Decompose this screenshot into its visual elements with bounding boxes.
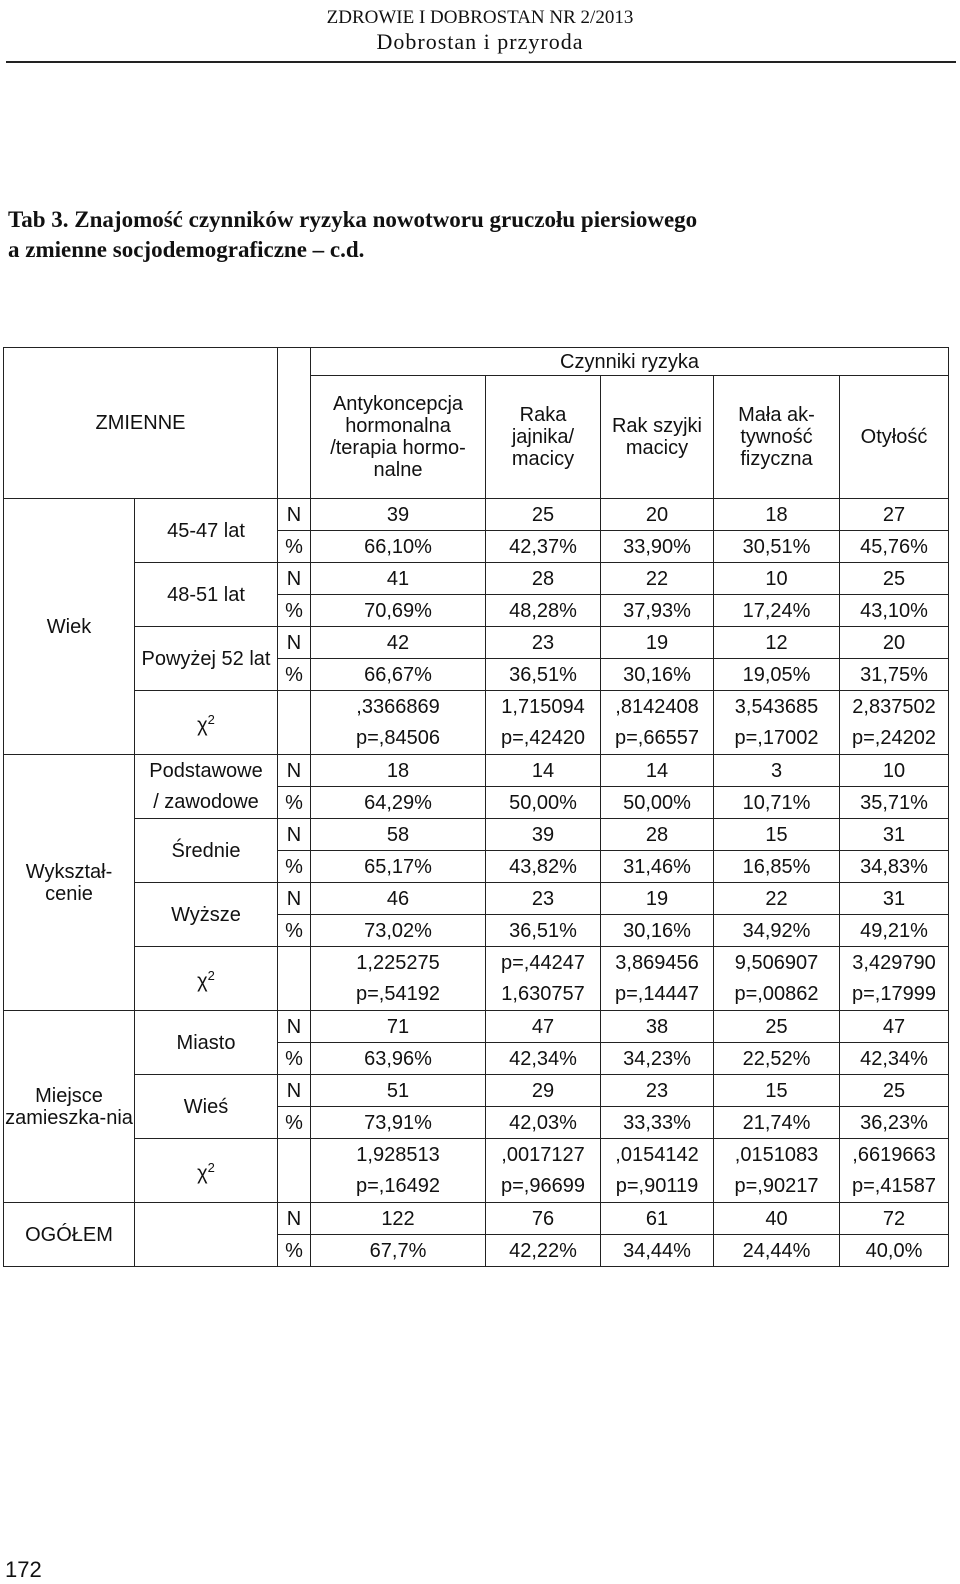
chi-square-label — [135, 947, 278, 1011]
chi-square-label — [135, 1139, 278, 1203]
data-cell: 61 — [601, 1203, 714, 1235]
p-value: p=,96699 — [486, 1171, 601, 1203]
pct-marker: % — [278, 787, 311, 819]
data-cell: 33,33% — [601, 1107, 714, 1139]
data-cell: 19,05% — [714, 659, 840, 691]
p-value: p=,90217 — [714, 1171, 840, 1203]
data-cell: 34,92% — [714, 915, 840, 947]
chi-superscript: 2 — [207, 711, 215, 727]
variables-header: ZMIENNE — [4, 348, 278, 499]
data-cell: 42,22% — [486, 1235, 601, 1267]
p-value: p=,24202 — [840, 723, 949, 755]
chi-row — [4, 691, 949, 723]
group-label-total: OGÓŁEM — [4, 1203, 135, 1267]
data-cell: 47 — [486, 1011, 601, 1043]
data-cell: 28 — [486, 563, 601, 595]
data-cell: 36,23% — [840, 1107, 949, 1139]
p-value: p=,90119 — [601, 1171, 714, 1203]
n-marker: N — [278, 1075, 311, 1107]
p-value: p=,17999 — [840, 979, 949, 1011]
table-row — [4, 819, 949, 851]
data-cell: 76 — [486, 1203, 601, 1235]
data-cell: 73,02% — [311, 915, 486, 947]
running-header — [300, 6, 660, 55]
data-cell: 66,10% — [311, 531, 486, 563]
data-cell: 22,52% — [714, 1043, 840, 1075]
group-label-education: Wykształ-cenie — [4, 755, 135, 1011]
data-cell: 30,16% — [601, 915, 714, 947]
data-cell: 65,17% — [311, 851, 486, 883]
chi-value: p=,44247 — [486, 947, 601, 979]
data-cell: 40,0% — [840, 1235, 949, 1267]
col-header-obesity: Otyłość — [840, 376, 949, 499]
data-cell: 21,74% — [714, 1107, 840, 1139]
data-cell: 12 — [714, 627, 840, 659]
chi-value: 1,928513 — [311, 1139, 486, 1171]
chi-value: 3,429790 — [840, 947, 949, 979]
data-cell: 14 — [601, 755, 714, 787]
data-cell: 66,67% — [311, 659, 486, 691]
chi-value: ,0017127 — [486, 1139, 601, 1171]
data-cell: 35,71% — [840, 787, 949, 819]
chi-blank-cell — [278, 1139, 311, 1203]
chi-blank-cell — [278, 947, 311, 1011]
total-row — [4, 1203, 949, 1235]
data-cell: 18 — [311, 755, 486, 787]
data-cell: 25 — [840, 1075, 949, 1107]
pct-marker: % — [278, 1043, 311, 1075]
data-cell: 36,51% — [486, 659, 601, 691]
caption-line-2: a zmienne socjodemograficzne – c.d. — [8, 237, 365, 262]
chi-value: ,3366869 — [311, 691, 486, 723]
data-cell: 50,00% — [486, 787, 601, 819]
chi-value: ,0151083 — [714, 1139, 840, 1171]
table-row — [4, 627, 949, 659]
p-value: p=,66557 — [601, 723, 714, 755]
data-cell: 30,51% — [714, 531, 840, 563]
data-cell: 43,82% — [486, 851, 601, 883]
data-cell: 19 — [601, 883, 714, 915]
data-cell: 19 — [601, 627, 714, 659]
p-value: p=,42420 — [486, 723, 601, 755]
p-value: 1,630757 — [486, 979, 601, 1011]
chi-value: 1,225275 — [311, 947, 486, 979]
data-cell: 17,24% — [714, 595, 840, 627]
chi-square-label — [135, 691, 278, 755]
p-value: p=,54192 — [311, 979, 486, 1011]
data-cell: 63,96% — [311, 1043, 486, 1075]
row-label: Wyższe — [135, 883, 278, 947]
data-cell: 29 — [486, 1075, 601, 1107]
data-cell: 22 — [714, 883, 840, 915]
chi-superscript: 2 — [207, 1159, 215, 1175]
data-cell: 20 — [840, 627, 949, 659]
row-label: / zawodowe — [135, 787, 278, 819]
header-rule — [6, 61, 956, 63]
row-label: Miasto — [135, 1011, 278, 1075]
data-cell: 34,44% — [601, 1235, 714, 1267]
pct-marker: % — [278, 1107, 311, 1139]
n-marker: N — [278, 1203, 311, 1235]
data-cell: 25 — [714, 1011, 840, 1043]
pct-marker: % — [278, 659, 311, 691]
pct-marker: % — [278, 851, 311, 883]
data-cell: 73,91% — [311, 1107, 486, 1139]
data-cell: 28 — [601, 819, 714, 851]
chi-symbol: χ — [197, 714, 208, 737]
row-label: Wieś — [135, 1075, 278, 1139]
data-cell: 39 — [311, 499, 486, 531]
data-cell: 10 — [840, 755, 949, 787]
col-header-ovarian-cancer: Raka jajnika/ macicy — [486, 376, 601, 499]
row-label: 48-51 lat — [135, 563, 278, 627]
col-header-cervical-cancer: Rak szyjki macicy — [601, 376, 714, 499]
table-row — [4, 563, 949, 595]
section-title: Dobrostan i przyroda — [376, 29, 584, 54]
data-cell: 31,46% — [601, 851, 714, 883]
data-cell: 70,69% — [311, 595, 486, 627]
row-label: 45-47 lat — [135, 499, 278, 563]
row-label: Podstawowe — [135, 755, 278, 787]
data-cell: 15 — [714, 1075, 840, 1107]
chi-value: 9,506907 — [714, 947, 840, 979]
pct-marker: % — [278, 1235, 311, 1267]
p-value: p=,84506 — [311, 723, 486, 755]
data-cell: 40 — [714, 1203, 840, 1235]
data-cell: 31,75% — [840, 659, 949, 691]
risk-factors-table — [3, 347, 949, 1267]
p-value: p=,17002 — [714, 723, 840, 755]
chi-value: 3,869456 — [601, 947, 714, 979]
data-cell: 64,29% — [311, 787, 486, 819]
chi-symbol: χ — [197, 1162, 208, 1185]
table-caption — [8, 205, 938, 265]
data-cell: 71 — [311, 1011, 486, 1043]
data-cell: 48,28% — [486, 595, 601, 627]
data-cell: 25 — [486, 499, 601, 531]
data-cell: 22 — [601, 563, 714, 595]
page-number: 172 — [5, 1557, 42, 1582]
data-cell: 47 — [840, 1011, 949, 1043]
data-cell: 43,10% — [840, 595, 949, 627]
total-blank-cell — [135, 1203, 278, 1267]
n-marker: N — [278, 819, 311, 851]
p-value: p=,14447 — [601, 979, 714, 1011]
group-label-age: Wiek — [4, 499, 135, 755]
data-cell: 39 — [486, 819, 601, 851]
data-cell: 42,37% — [486, 531, 601, 563]
data-cell: 31 — [840, 883, 949, 915]
chi-value: ,8142408 — [601, 691, 714, 723]
data-cell: 31 — [840, 819, 949, 851]
group-label-residence: Miejsce zamieszka-nia — [4, 1011, 135, 1203]
data-cell: 42,03% — [486, 1107, 601, 1139]
data-cell: 23 — [486, 883, 601, 915]
chi-row — [4, 947, 949, 979]
data-cell: 24,44% — [714, 1235, 840, 1267]
data-cell: 3 — [714, 755, 840, 787]
data-cell: 20 — [601, 499, 714, 531]
data-cell: 16,85% — [714, 851, 840, 883]
data-cell: 122 — [311, 1203, 486, 1235]
pct-marker: % — [278, 915, 311, 947]
data-cell: 46 — [311, 883, 486, 915]
table-row — [4, 1075, 949, 1107]
data-cell: 41 — [311, 563, 486, 595]
p-value: p=,41587 — [840, 1171, 949, 1203]
data-cell: 50,00% — [601, 787, 714, 819]
data-cell: 38 — [601, 1011, 714, 1043]
n-marker: N — [278, 499, 311, 531]
pct-marker: % — [278, 595, 311, 627]
n-marker: N — [278, 1011, 311, 1043]
data-cell: 45,76% — [840, 531, 949, 563]
data-cell: 36,51% — [486, 915, 601, 947]
data-cell: 18 — [714, 499, 840, 531]
data-cell: 67,7% — [311, 1235, 486, 1267]
data-cell: 14 — [486, 755, 601, 787]
data-cell: 34,83% — [840, 851, 949, 883]
p-value: p=,16492 — [311, 1171, 486, 1203]
data-cell: 23 — [601, 1075, 714, 1107]
col-header-contraception: Antykoncepcja hormonalna /terapia hormo-nalne — [311, 376, 486, 499]
table-row — [4, 883, 949, 915]
data-cell: 49,21% — [840, 915, 949, 947]
data-cell: 23 — [486, 627, 601, 659]
data-cell: 58 — [311, 819, 486, 851]
data-cell: 25 — [840, 563, 949, 595]
n-marker: N — [278, 755, 311, 787]
row-label: Powyżej 52 lat — [135, 627, 278, 691]
data-cell: 33,90% — [601, 531, 714, 563]
col-header-low-activity: Mała ak-tywność fizyczna — [714, 376, 840, 499]
chi-value: ,6619663 — [840, 1139, 949, 1171]
table-row — [4, 755, 949, 787]
n-marker: N — [278, 627, 311, 659]
n-marker: N — [278, 883, 311, 915]
data-cell: 72 — [840, 1203, 949, 1235]
chi-superscript: 2 — [207, 967, 215, 983]
table-row — [4, 1011, 949, 1043]
data-cell: 15 — [714, 819, 840, 851]
journal-title: ZDROWIE I DOBROSTAN NR 2/2013 — [326, 7, 634, 28]
risk-factors-header: Czynniki ryzyka — [311, 348, 949, 376]
data-cell: 42,34% — [840, 1043, 949, 1075]
data-cell: 42,34% — [486, 1043, 601, 1075]
data-cell: 10 — [714, 563, 840, 595]
chi-row — [4, 1139, 949, 1171]
data-cell: 27 — [840, 499, 949, 531]
pct-marker: % — [278, 531, 311, 563]
row-label: Średnie — [135, 819, 278, 883]
data-cell: 10,71% — [714, 787, 840, 819]
table-row — [4, 787, 949, 819]
chi-value: 2,837502 — [840, 691, 949, 723]
caption-line-1: Tab 3. Znajomość czynników ryzyka nowotworu gruczołu piersiowego — [8, 207, 698, 232]
table-row — [4, 499, 949, 531]
chi-value: 3,543685 — [714, 691, 840, 723]
chi-blank-cell — [278, 691, 311, 755]
chi-symbol: χ — [197, 970, 208, 993]
header-blank-cell — [278, 348, 311, 499]
n-marker: N — [278, 563, 311, 595]
data-cell: 34,23% — [601, 1043, 714, 1075]
data-cell: 37,93% — [601, 595, 714, 627]
data-cell: 42 — [311, 627, 486, 659]
chi-value: 1,715094 — [486, 691, 601, 723]
data-cell: 51 — [311, 1075, 486, 1107]
data-cell: 30,16% — [601, 659, 714, 691]
chi-value: ,0154142 — [601, 1139, 714, 1171]
p-value: p=,00862 — [714, 979, 840, 1011]
